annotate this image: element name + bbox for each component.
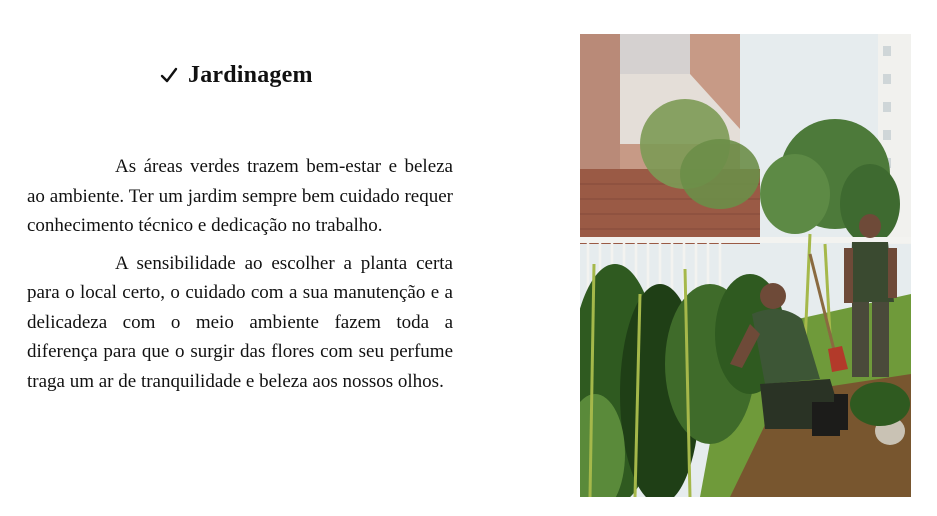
section-heading bbox=[160, 58, 313, 92]
garden-scene-illustration bbox=[580, 34, 911, 497]
gardeners-photo bbox=[580, 34, 911, 497]
body-text bbox=[27, 152, 453, 404]
checkmark-icon bbox=[160, 66, 178, 84]
paragraph-2: A sensibilidade ao escolher a planta certa para o local certo, o cuidado com a sua manutenção e a delicadeza com o meio ambiente fazem toda a diferença para que o surgir das flores com seu perfume traga um ar de tranquilidade e beleza aos nossos olhos. bbox=[27, 252, 453, 392]
page-title: Jardinagem bbox=[188, 61, 313, 88]
paragraph-1: As áreas verdes trazem bem-estar e beleza ao ambiente. Ter um jardim sempre bem cuidado requer conhecimento técnico e dedicação no trabalho. bbox=[27, 156, 453, 236]
